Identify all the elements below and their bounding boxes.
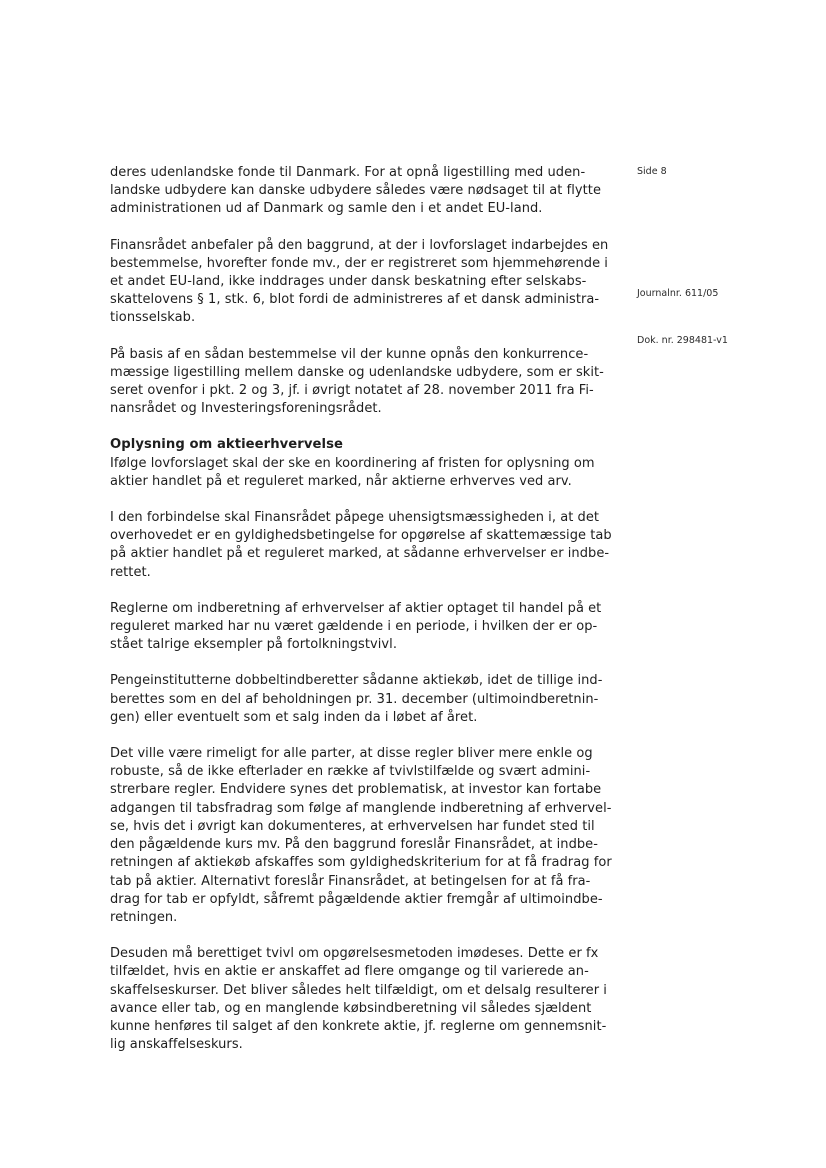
paragraph-gap	[110, 654, 610, 672]
text-line: retningen af aktiekøb afskaffes som gyldighedskriterium for at få fradrag for	[110, 855, 612, 871]
text-line: mæssige ligestilling mellem danske og udenlandske udbydere, som er skit-	[110, 364, 604, 380]
paragraph	[110, 945, 610, 1054]
paragraph-gap	[110, 219, 610, 237]
text-line: tilfældet, hvis en aktie er anskaffet ad flere omgange og til varierede an-	[110, 964, 589, 980]
text-line: bestemmelse, hvorefter fonde mv., der er registreret som hjemmehørende i	[110, 255, 608, 271]
text-line: gen) eller eventuelt som et salg inden da i løbet af året.	[110, 709, 478, 725]
text-line: berettes som en del af beholdningen pr. 31. december (ultimoindberetnin-	[110, 691, 599, 707]
text-line: et andet EU-land, ikke inddrages under dansk beskatning efter selskabs-	[110, 274, 587, 290]
text-line: Finansrådet anbefaler på den baggrund, at der i lovforslaget indarbejdes en	[110, 237, 609, 253]
text-line: Desuden må berettiget tvivl om opgørelsesmetoden imødeses. Dette er fx	[110, 946, 599, 962]
text-line: tab på aktier. Alternativt foreslår Finansrådet, at betingelsen for at få fra-	[110, 873, 591, 889]
text-line: retningen.	[110, 909, 178, 925]
document-number: Dok. nr. 298481-v1	[637, 334, 728, 346]
text-line: deres udenlandske fonde til Danmark. For at opnå ligestilling med uden-	[110, 165, 586, 180]
journal-number: Journalnr. 611/05	[637, 288, 719, 299]
paragraph	[110, 346, 610, 419]
paragraph-gap	[110, 727, 610, 745]
text-line: se, hvis det i øvrigt kan dokumenteres, at erhvervelsen har fundet sted til	[110, 818, 595, 834]
letter-body	[110, 164, 610, 1054]
text-line: skattelovens § 1, stk. 6, blot fordi de administreres af et dansk administra-	[110, 292, 600, 308]
text-line: skaffelseskurser. Det bliver således helt tilfældigt, om et delsalg resulterer i	[110, 982, 607, 998]
text-line: På basis af en sådan bestemmelse vil der kunne opnås den konkurrence-	[110, 346, 589, 362]
paragraph	[110, 600, 610, 655]
text-line: landske udbydere kan danske udbydere således være nødsaget til at flytte	[110, 183, 601, 199]
text-line: adgangen til tabsfradrag som følge af manglende indberetning af erhvervel-	[110, 800, 612, 816]
text-line: administrationen ud af Danmark og samle den i et andet EU-land.	[110, 201, 543, 217]
paragraph	[110, 745, 610, 927]
text-line: stået talrige eksempler på fortolkningstvivl.	[110, 637, 397, 653]
paragraph-gap	[110, 927, 610, 945]
text-line: Ifølge lovforslaget skal der ske en koordinering af fristen for oplysning om	[110, 455, 595, 471]
text-line: avance eller tab, og en manglende købsindberetning vil således sjældent	[110, 1000, 592, 1016]
paragraph-gap	[110, 582, 610, 600]
text-line: Reglerne om indberetning af erhvervelser af aktier optaget til handel på et	[110, 600, 602, 616]
text-line: reguleret marked har nu været gældende i en periode, i hvilken der er op-	[110, 619, 598, 635]
text-line: kunne henføres til salget af den konkrete aktie, jf. reglerne om gennemsnit-	[110, 1018, 607, 1034]
paragraph	[110, 672, 610, 727]
text-line: rettet.	[110, 564, 151, 580]
text-line: tionsselskab.	[110, 310, 196, 326]
paragraph-gap	[110, 491, 610, 509]
text-line: på aktier handlet på et reguleret marked, at sådanne erhvervelser er indbe-	[110, 546, 610, 562]
section-heading: Oplysning om aktieerhvervelse	[110, 437, 343, 453]
text-line: overhovedet er en gyldighedsbetingelse for opgørelse af skattemæssige tab	[110, 528, 612, 544]
text-line: lig anskaffelseskurs.	[110, 1037, 243, 1053]
text-line: drag for tab er opfyldt, såfremt pågældende aktier fremgår af ultimoindbe-	[110, 891, 603, 907]
text-line: den pågældende kurs mv. På den baggrund foreslår Finansrådet, at indbe-	[110, 837, 598, 853]
text-line: seret ovenfor i pkt. 2 og 3, jf. i øvrigt notatet af 28. november 2011 fra Fi-	[110, 383, 594, 399]
page-number: Side 8	[637, 166, 667, 177]
text-line: aktier handlet på et reguleret marked, når aktierne erhverves ved arv.	[110, 473, 572, 489]
paragraph-gap	[110, 418, 610, 436]
text-line: Pengeinstitutterne dobbeltindberetter sådanne aktiekøb, idet de tillige ind-	[110, 673, 603, 689]
document-metadata	[637, 255, 728, 379]
paragraph	[110, 237, 610, 328]
text-line: nansrådet og Investeringsforeningsrådet.	[110, 401, 382, 417]
text-line: I den forbindelse skal Finansrådet påpege uhensigtsmæssigheden i, at det	[110, 510, 600, 526]
paragraph	[110, 164, 610, 219]
paragraph	[110, 509, 610, 582]
text-line: robuste, så de ikke efterlader en række af tvivlstilfælde og svært admini-	[110, 764, 591, 780]
paragraph-gap	[110, 328, 610, 346]
text-line: Det ville være rimeligt for alle parter, at disse regler bliver mere enkle og	[110, 746, 593, 762]
text-line: strerbare regler. Endvidere synes det problematisk, at investor kan fortabe	[110, 782, 602, 798]
paragraph	[110, 436, 610, 491]
